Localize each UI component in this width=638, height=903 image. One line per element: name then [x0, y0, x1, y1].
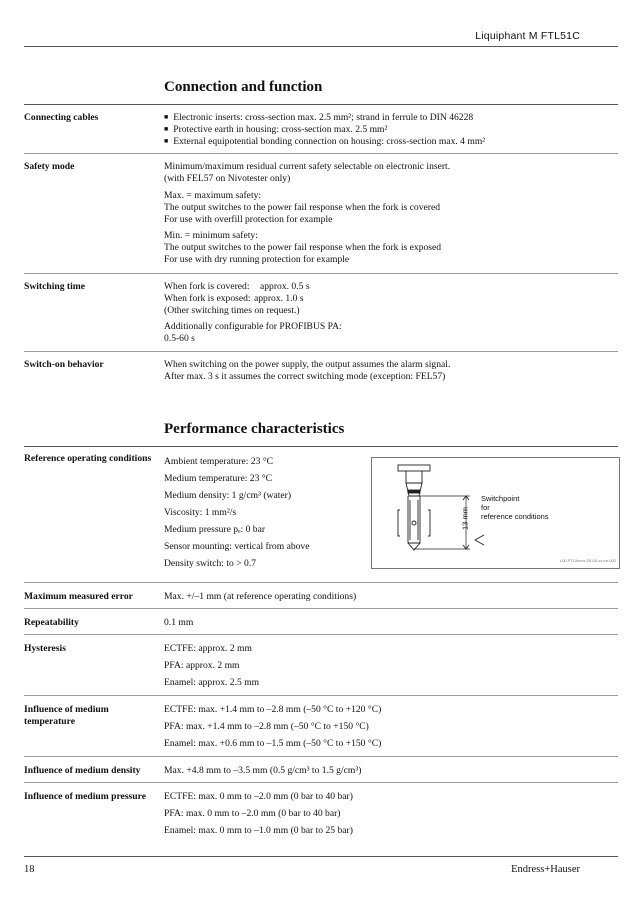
safety-line-1: Minimum/maximum residual current safety selectable on electronic insert.: [164, 161, 451, 172]
section-rule: [24, 104, 618, 105]
reference-line-1: Ambient temperature: 23 °C: [164, 456, 274, 467]
switch-on-line-1: When switching on the power supply, the output assumes the alarm signal.: [164, 359, 451, 370]
row-divider: [24, 756, 618, 757]
reference-line-3: Medium density: 1 g/cm³ (water): [164, 490, 292, 501]
label-max-measured-error: Maximum measured error: [24, 591, 133, 602]
pressure-line-2: PFA: max. 0 mm to –2.0 mm (0 bar to 40 bar): [164, 808, 341, 819]
safety-min-line-2: For use with dry running protection for example: [164, 254, 350, 265]
row-divider: [24, 273, 618, 274]
pressure-line-3: Enamel: max. 0 mm to –1.0 mm (0 bar to 25 bar): [164, 825, 353, 836]
sensor-taper: [406, 483, 422, 496]
label-switching-time: Switching time: [24, 281, 86, 292]
cables-item-1: [164, 112, 473, 125]
cables-item-3-text: External equipotential bonding connection on housing: cross-section max. 4 mm²: [173, 136, 486, 147]
label-safety-mode: Safety mode: [24, 161, 75, 172]
temperature-line-2: PFA: max. +1.4 mm to –2.8 mm (–50 °C to +150 °C): [164, 721, 369, 732]
callout-line-2: for: [481, 503, 490, 512]
hysteresis-line-1: ECTFE: approx. 2 mm: [164, 643, 252, 654]
safety-min-line-1: The output switches to the power fail response when the fork is exposed: [164, 242, 442, 253]
reference-line-6: Sensor mounting: vertical from above: [164, 541, 310, 552]
label-medium-pressure: Influence of medium pressure: [24, 791, 146, 802]
section-heading-connection: Connection and function: [164, 79, 323, 95]
cables-item-2: [164, 124, 387, 137]
safety-max-line-1: The output switches to the power fail response when the fork is covered: [164, 202, 441, 213]
switching-exposed: [164, 293, 304, 305]
sensor-neck: [406, 471, 422, 483]
switchpoint-arrow: [475, 535, 484, 545]
row-divider: [24, 608, 618, 609]
figure-id: L00-FTL5xxxx-05-05-xx-en-002: [559, 558, 616, 563]
row-divider: [24, 782, 618, 783]
document-header-title: Liquiphant M FTL51C: [475, 30, 580, 42]
max-error-value: Max. +/–1 mm (at reference operating conditions): [164, 591, 357, 602]
label-medium-temperature: Influence of medium temperature: [24, 704, 109, 727]
pipe-left: [398, 510, 400, 536]
section-heading-performance: Performance characteristics: [164, 421, 345, 437]
repeatability-value: 0.1 mm: [164, 617, 194, 628]
safety-max-title: Max. = maximum safety:: [164, 190, 262, 201]
switchpoint-figure: [371, 457, 620, 569]
fork-centre: [412, 521, 416, 525]
reference-line-7: Density switch: to > 0.7: [164, 558, 257, 569]
sensor-head: [398, 465, 430, 471]
cables-item-1-text: Electronic inserts: cross-section max. 2.5 mm²; strand in ferrule to DIN 46228: [173, 112, 474, 123]
switching-exposed-label: When fork is exposed:: [164, 293, 251, 304]
temperature-line-3: Enamel: max. +0.6 mm to –1.5 mm (–50 °C to +150 °C): [164, 738, 382, 749]
footer-rule: [24, 856, 618, 857]
label-repeatability: Repeatability: [24, 617, 79, 628]
label-connecting-cables: Connecting cables: [24, 112, 99, 123]
switching-covered: [164, 281, 310, 293]
label-reference-conditions: Reference operating conditions: [24, 453, 152, 464]
reference-line-4: Viscosity: 1 mm²/s: [164, 507, 237, 518]
label-medium-density: Influence of medium density: [24, 765, 141, 776]
label-switch-on-behavior: Switch-on behavior: [24, 359, 104, 370]
row-divider: [24, 351, 618, 352]
hysteresis-line-3: Enamel: approx. 2.5 mm: [164, 677, 260, 688]
row-divider: [24, 582, 618, 583]
cables-item-3: [164, 136, 485, 149]
switching-covered-label: When fork is covered:: [164, 281, 250, 292]
row-divider: [24, 634, 618, 635]
dimension-label: 13 mm: [460, 507, 470, 530]
callout-line-3: reference conditions: [481, 512, 549, 521]
switching-profibus-range: 0.5-60 s: [164, 333, 195, 344]
safety-min-title: Min. = minimum safety:: [164, 230, 258, 241]
section-rule: [24, 446, 618, 447]
switching-exposed-value: approx. 1.0 s: [254, 293, 304, 304]
pipe-right: [428, 510, 430, 536]
switching-covered-value: approx. 0.5 s: [260, 281, 310, 292]
page-number: 18: [24, 864, 35, 875]
reference-line-2: Medium temperature: 23 °C: [164, 473, 273, 484]
safety-max-line-2: For use with overfill protection for example: [164, 214, 333, 225]
sensor-band: [408, 490, 420, 493]
row-divider: [24, 153, 618, 154]
switching-profibus: Additionally configurable for PROFIBUS PA:: [164, 321, 342, 332]
reference-line-5: Medium pressure pₑ: 0 bar: [164, 524, 266, 535]
callout-line-1: Switchpoint: [481, 494, 520, 503]
label-hysteresis: Hysteresis: [24, 643, 66, 654]
cables-item-2-text: Protective earth in housing: cross-section max. 2.5 mm²: [173, 124, 388, 135]
temperature-line-1: ECTFE: max. +1.4 mm to –2.8 mm (–50 °C to +120 °C): [164, 704, 382, 715]
header-rule: [24, 46, 618, 47]
pressure-line-1: ECTFE: max. 0 mm to –2.0 mm (0 bar to 40 bar): [164, 791, 353, 802]
switch-on-line-2: After max. 3 s it assumes the correct switching mode (exception: FEL57): [164, 371, 446, 382]
density-value: Max. +4.8 mm to –3.5 mm (0.5 g/cm³ to 1.5 g/cm³): [164, 765, 362, 776]
hysteresis-line-2: PFA: approx. 2 mm: [164, 660, 240, 671]
footer-brand: Endress+Hauser: [511, 864, 580, 875]
fork-tines: [410, 500, 418, 540]
safety-line-2: (with FEL57 on Nivotester only): [164, 173, 291, 184]
row-divider: [24, 695, 618, 696]
switching-other: (Other switching times on request.): [164, 305, 300, 316]
